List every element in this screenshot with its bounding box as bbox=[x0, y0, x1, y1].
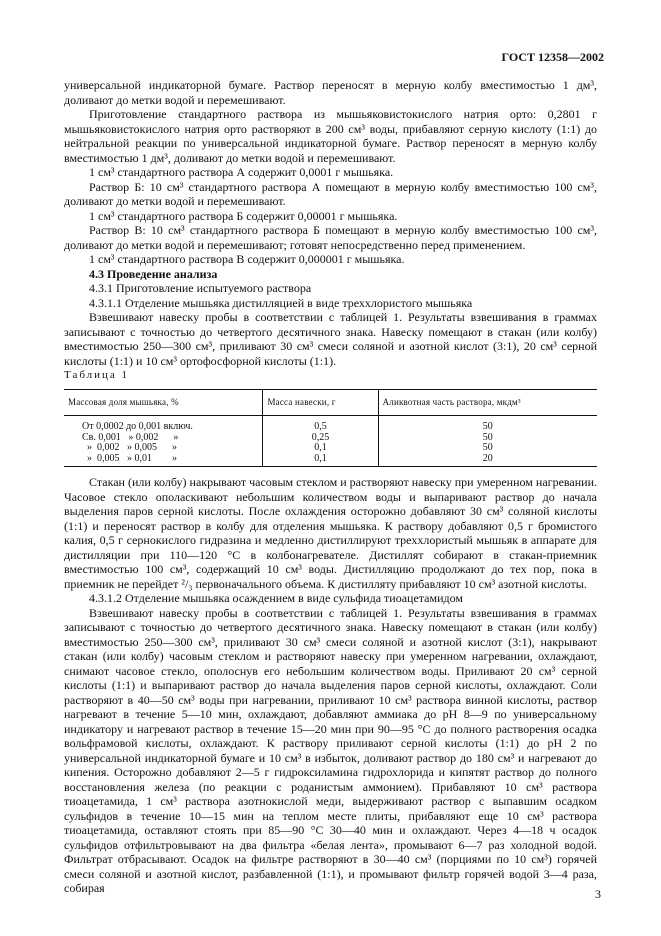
paragraph: 1 см³ стандартного раствора В содержит 0,000001 г мышьяка. bbox=[89, 252, 405, 266]
document-header: ГОСТ 12358—2002 bbox=[501, 50, 604, 64]
table-cell: 0,1 bbox=[263, 443, 378, 454]
section-heading: 4.3 Проведение анализа bbox=[89, 266, 218, 281]
table-row bbox=[64, 416, 597, 433]
subsection-heading: 4.3.1.1 Отделение мышьяка дистилляцией в виде треххлористого мышьяка bbox=[89, 295, 473, 310]
column-header: Масса навески, г bbox=[263, 389, 378, 416]
paragraph: Раствор В: 10 см³ стандартного раствора Б помещают в мерную колбу вместимостью 100 см³, доливают до метки водой и перемешивают; готовят непосредственно перед применением. bbox=[64, 223, 597, 252]
paragraph: 1 см³ стандартного раствора Б содержит 0,00001 г мышьяка. bbox=[89, 208, 398, 223]
table-cell: 0,1 bbox=[263, 454, 378, 467]
page-number: 3 bbox=[595, 887, 601, 901]
paragraph: Стакан (или колбу) накрывают часовым стеклом и растворяют навеску при умеренном нагревании. Часовое стекло ополаскивают небольшим количеством воды и выпаривают раствор до начала выделения паров серной кислоты. После охлаждения осторожно добавляют 30 см³ соляной кислоты (1:1) и переносят раствор в колбу для отделения мышьяка. К раствору добавляют 0,5 г бромистого калия, 0,5 г сернокислого гидразина и медленно дистиллируют треххлористый мышьяк в аппарате для дистилляции при 110—120 °С в колбонагревателе. Дистиллят собирают в стакан-приемник вместимостью 100 см³, содержащий 10 см³ воды. Дистилляцию продолжают до тех пор, пока в приемник не перейдет ²/₃ первоначального объема. К дистилляту прибавляют 10 см³ азотной кислоты. bbox=[64, 475, 597, 591]
table-caption: Таблица 1 bbox=[64, 369, 130, 381]
table-cell: » 0,005 » 0,01 » bbox=[64, 454, 263, 467]
table-cell: От 0,0002 до 0,001 включ. bbox=[82, 421, 193, 432]
table-row bbox=[64, 454, 597, 467]
paragraph: Раствор Б: 10 см³ стандартного раствора А помещают в мерную колбу вместимостью 100 см³, доливают до метки водой и перемешивают. bbox=[64, 179, 597, 208]
table-cell: 50 bbox=[378, 416, 597, 433]
table-cell: 20 bbox=[378, 454, 597, 467]
subsection-heading: 4.3.1 Приготовление испытуемого раствора bbox=[89, 281, 312, 295]
table-cell: » 0,002 » 0,005 » bbox=[82, 442, 177, 453]
table-cell: 50 bbox=[378, 443, 597, 454]
paragraph: Взвешивают навеску пробы в соответствии с таблицей 1. Результаты взвешивания в граммах записывают с точностью до четвертого десятичного знака. Навеску помещают в стакан (или колбу) вместимостью 250—300 см³, приливают 30 см³ смеси соляной и азотной кислот (3:1), 20 см³ серной кислоты (1:1) и 10 см³ ортофосфорной кислоты (1:1). bbox=[64, 310, 597, 368]
table-cell: 0,5 bbox=[263, 416, 378, 433]
table-cell: 50 bbox=[378, 433, 597, 444]
paragraph: универсальной индикаторной бумаге. Раствор переносят в мерную колбу вместимостью 1 дм³, доливают до метки водой и перемешивают. bbox=[64, 78, 597, 107]
table-1 bbox=[64, 389, 597, 468]
table-cell: Св. 0,001 » 0,002 » bbox=[82, 431, 179, 443]
paragraph: Взвешивают навеску пробы в соответствии с таблицей 1. Результаты взвешивания в граммах записывают с точностью до четвертого десятичного знака. Навеску помещают в стакан (или колбу) вместимостью 250—300 см³, приливают 30 см³ смеси соляной и азотной кислот (3:1), накрывают стакан (или колбу) часовым стеклом и растворяют навеску при умеренном нагревании, охлаждают, снимают часовое стекло, ополоснув его небольшим количеством воды. Приливают 20 см³ серной кислоты (1:1) и выпаривают раствор до начала выделения паров серной кислоты, охлаждают. Соли растворяют в 40—50 см³ воды при нагревании, приливают 10 см³ раствора винной кислоты, раствор нагревают в течение 5—10 мин, охлаждают, добавляют аммиака до рН 8—9 по универсальному индикатору и нагревают раствор в течение 15—20 мин при 90—95 °С до полного растворения осадка вольфрамовой кислоты, охлаждают. К раствору приливают серной кислоты (1:1) до рН 2 по универсальной индикаторной бумаге и 10 см³ в избыток, доливают раствор до 180 см³ и нагревают до кипения. Осторожно добавляют 2—5 г гидроксиламина гидрохлорида и кипятят раствор до полного восстановления железа (по реакции с роданистым аммонием). Прибавляют 10 см³ раствора тиоацетамида, 1 см³ раствора азотнокислой меди, выдерживают раствор с выпавшим осадком сульфидов в течение 10—15 мин на теплом месте плиты, прибавляют еще 10 см³ раствора тиоацетамида, оставляют стоять при 85—90 °С 30—40 мин и охлаждают. Через 4—18 ч осадок сульфидов отфильтровывают на два фильтра «белая лента», промывают 6—7 раз холодной водой. Фильтрат отбрасывают. Осадок на фильтре растворяют в 30—40 см³ (порциями по 10 см³) горячей смеси соляной и азотной кислот, разбавленной (1:1), и промывают фильтр горячей водой 3—4 раза, собирая bbox=[64, 605, 597, 895]
table-row bbox=[64, 443, 597, 454]
document-body bbox=[64, 78, 597, 896]
paragraph: 1 см³ стандартного раствора А содержит 0,0001 г мышьяка. bbox=[89, 165, 394, 179]
column-header: Массовая доля мышьяка, % bbox=[64, 389, 263, 416]
column-header: Аликвотная часть раствора, мкдм³ bbox=[378, 389, 597, 416]
table-cell: 0,25 bbox=[263, 433, 378, 444]
paragraph: Приготовление стандартного раствора из мышьяковистокислого натрия орто: 0,2801 г мышьяковистокислого натрия орто растворяют в 200 см³ воды, прибавляют серную кислоту (1:1) до нейтральной реакции по универсальной индикаторной бумаге. Раствор переносят в мерную колбу вместимостью 1 дм³, доливают до метки водой и перемешивают. bbox=[64, 107, 597, 165]
subsection-heading: 4.3.1.2 Отделение мышьяка осаждением в виде сульфида тиоацетамидом bbox=[89, 591, 463, 605]
